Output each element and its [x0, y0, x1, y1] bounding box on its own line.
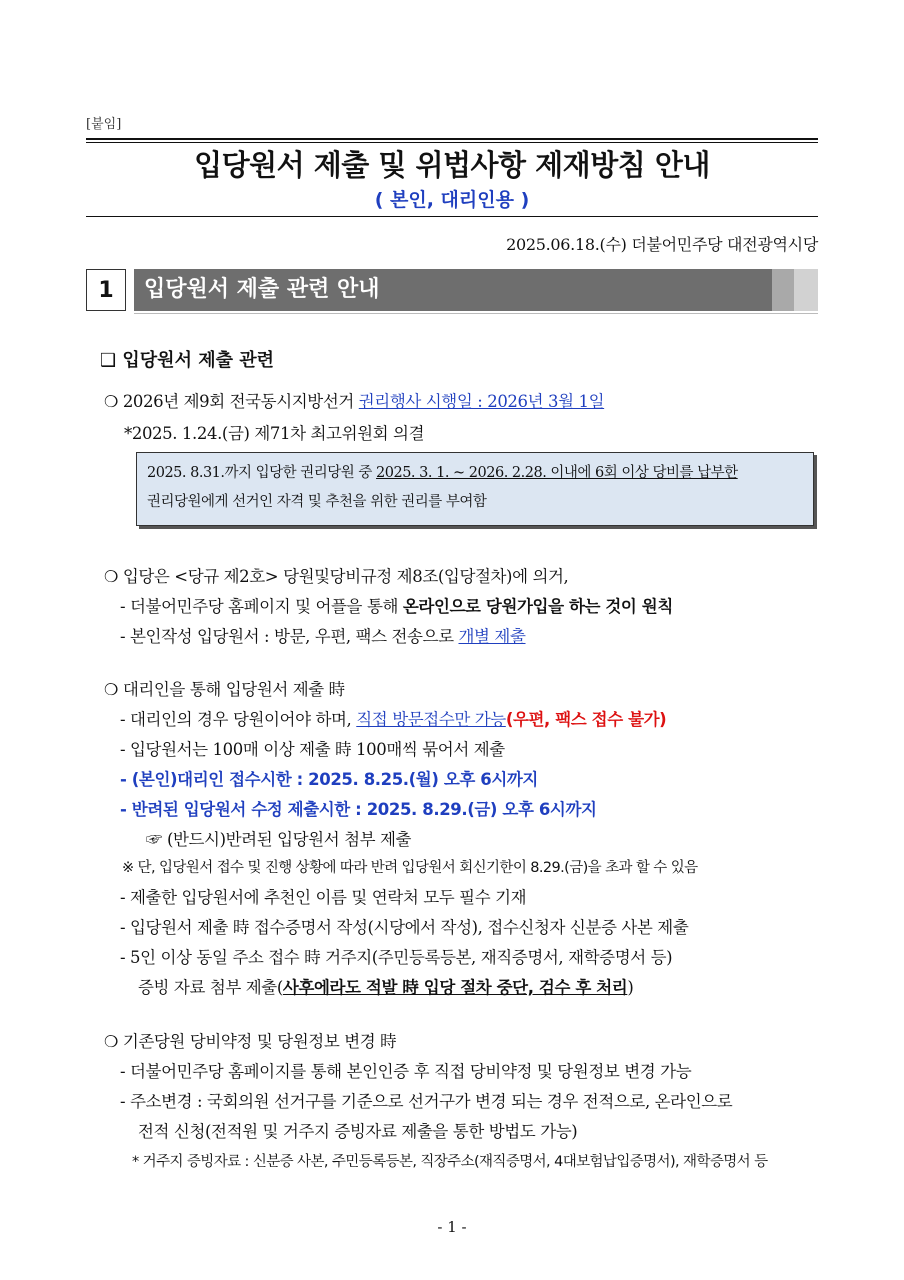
- rights-date-highlight: 권리행사 시행일 : 2026년 3월 1일: [358, 392, 605, 411]
- page-number: - 1 -: [437, 1218, 467, 1236]
- block3-line2: - 대리인의 경우 당원이어야 하며, 직접 방문접수만 가능(우편, 팩스 접수 불가): [120, 710, 667, 729]
- attachment-tag: [붙임]: [86, 117, 122, 132]
- block2-line1: ❍ 입당은 <당규 제2호> 당원및당비규정 제8조(입당절차)에 의거,: [104, 567, 569, 586]
- notice-box-line2: 권리당원에게 선거인 자격 및 추천을 위한 권리를 부여함: [147, 494, 487, 510]
- block3-line1: ❍ 대리인을 통해 입당원서 제출 時: [104, 680, 345, 699]
- block3-line9: - 입당원서 제출 時 접수증명서 작성(시당에서 작성), 접수신청자 신분증 사본 제출: [120, 918, 689, 937]
- page-subtitle: ( 본인, 대리인용 ): [374, 189, 530, 211]
- block2-line2: - 더불어민주당 홈페이지 및 어플을 통해 온라인으로 당원가입을 하는 것이 원칙: [120, 597, 673, 616]
- block3-line5: - 반려된 입당원서 수정 제출시한 : 2025. 8.29.(금) 오후 6시까지: [120, 800, 597, 819]
- block4-line3: - 주소변경 : 국회의원 선거구를 기준으로 선거구가 변경 되는 경우 전적으로, 온라인으로: [120, 1092, 733, 1111]
- block3-line6: ☞ (반드시)반려된 입당원서 첨부 제출: [146, 830, 412, 849]
- block3-line11: 증빙 자료 첨부 제출(사후에라도 적발 時 입당 절차 중단, 검수 후 처리): [138, 978, 634, 997]
- subsection-title: ❑ 입당원서 제출 관련: [100, 350, 275, 371]
- block4-line2: - 더불어민주당 홈페이지를 통해 본인인증 후 직접 당비약정 및 당원정보 변경 가능: [120, 1062, 692, 1081]
- block4-line1: ❍ 기존당원 당비약정 및 당원정보 변경 時: [104, 1032, 397, 1051]
- block1-line2: *2025. 1.24.(금) 제71차 최고위원회 의결: [124, 424, 425, 443]
- block3-line3: - 입당원서는 100매 이상 제출 時 100매씩 묶어서 제출: [120, 740, 505, 759]
- block4-line4: 전적 신청(전적원 및 거주지 증빙자료 제출을 통한 방법도 가능): [138, 1122, 578, 1141]
- dateline: 2025.06.18.(수) 더불어민주당 대전광역시당: [506, 235, 818, 254]
- notice-box: [136, 452, 814, 526]
- circle-bullet-icon: ❍: [104, 680, 118, 699]
- block3-line7: ※ 단, 입당원서 접수 및 진행 상황에 따라 반려 입당원서 회신기한이 8.29.(금)을 초과 할 수 있음: [122, 860, 698, 876]
- section-number: 1: [86, 269, 126, 311]
- section-title: 입당원서 제출 관련 안내: [134, 269, 772, 311]
- section-bar-accent-2: [794, 269, 818, 311]
- circle-bullet-icon: ❍: [104, 392, 118, 411]
- block1-line1: ❍ 2026년 제9회 전국동시지방선거 권리행사 시행일 : 2026년 3월 1일: [104, 392, 605, 411]
- circle-bullet-icon: ❍: [104, 567, 118, 586]
- circle-bullet-icon: ❍: [104, 1032, 118, 1051]
- block3-line4: - (본인)대리인 접수시한 : 2025. 8.25.(월) 오후 6시까지: [120, 770, 538, 789]
- section-bar-accent-1: [772, 269, 794, 311]
- section-underline: [134, 313, 818, 314]
- block2-line3: - 본인작성 입당원서 : 방문, 우편, 팩스 전송으로 개별 제출: [120, 627, 526, 646]
- block4-line5: * 거주지 증빙자료 : 신분증 사본, 주민등록등본, 직장주소(재직증명서, 4대보험납입증명서), 재학증명서 등: [132, 1154, 768, 1170]
- page-title: 입당원서 제출 및 위법사항 제재방침 안내: [194, 148, 710, 182]
- notice-box-line1: 2025. 8.31.까지 입당한 권리당원 중 2025. 3. 1. ~ 2026. 2.28. 이내에 6회 이상 당비를 납부한: [147, 465, 738, 481]
- title-rule-bottom: [86, 216, 818, 217]
- block3-line10: - 5인 이상 동일 주소 접수 時 거주지(주민등록등본, 재직증명서, 재학증명서 등): [120, 948, 673, 967]
- block3-line8: - 제출한 입당원서에 추천인 이름 및 연락처 모두 필수 기재: [120, 888, 527, 907]
